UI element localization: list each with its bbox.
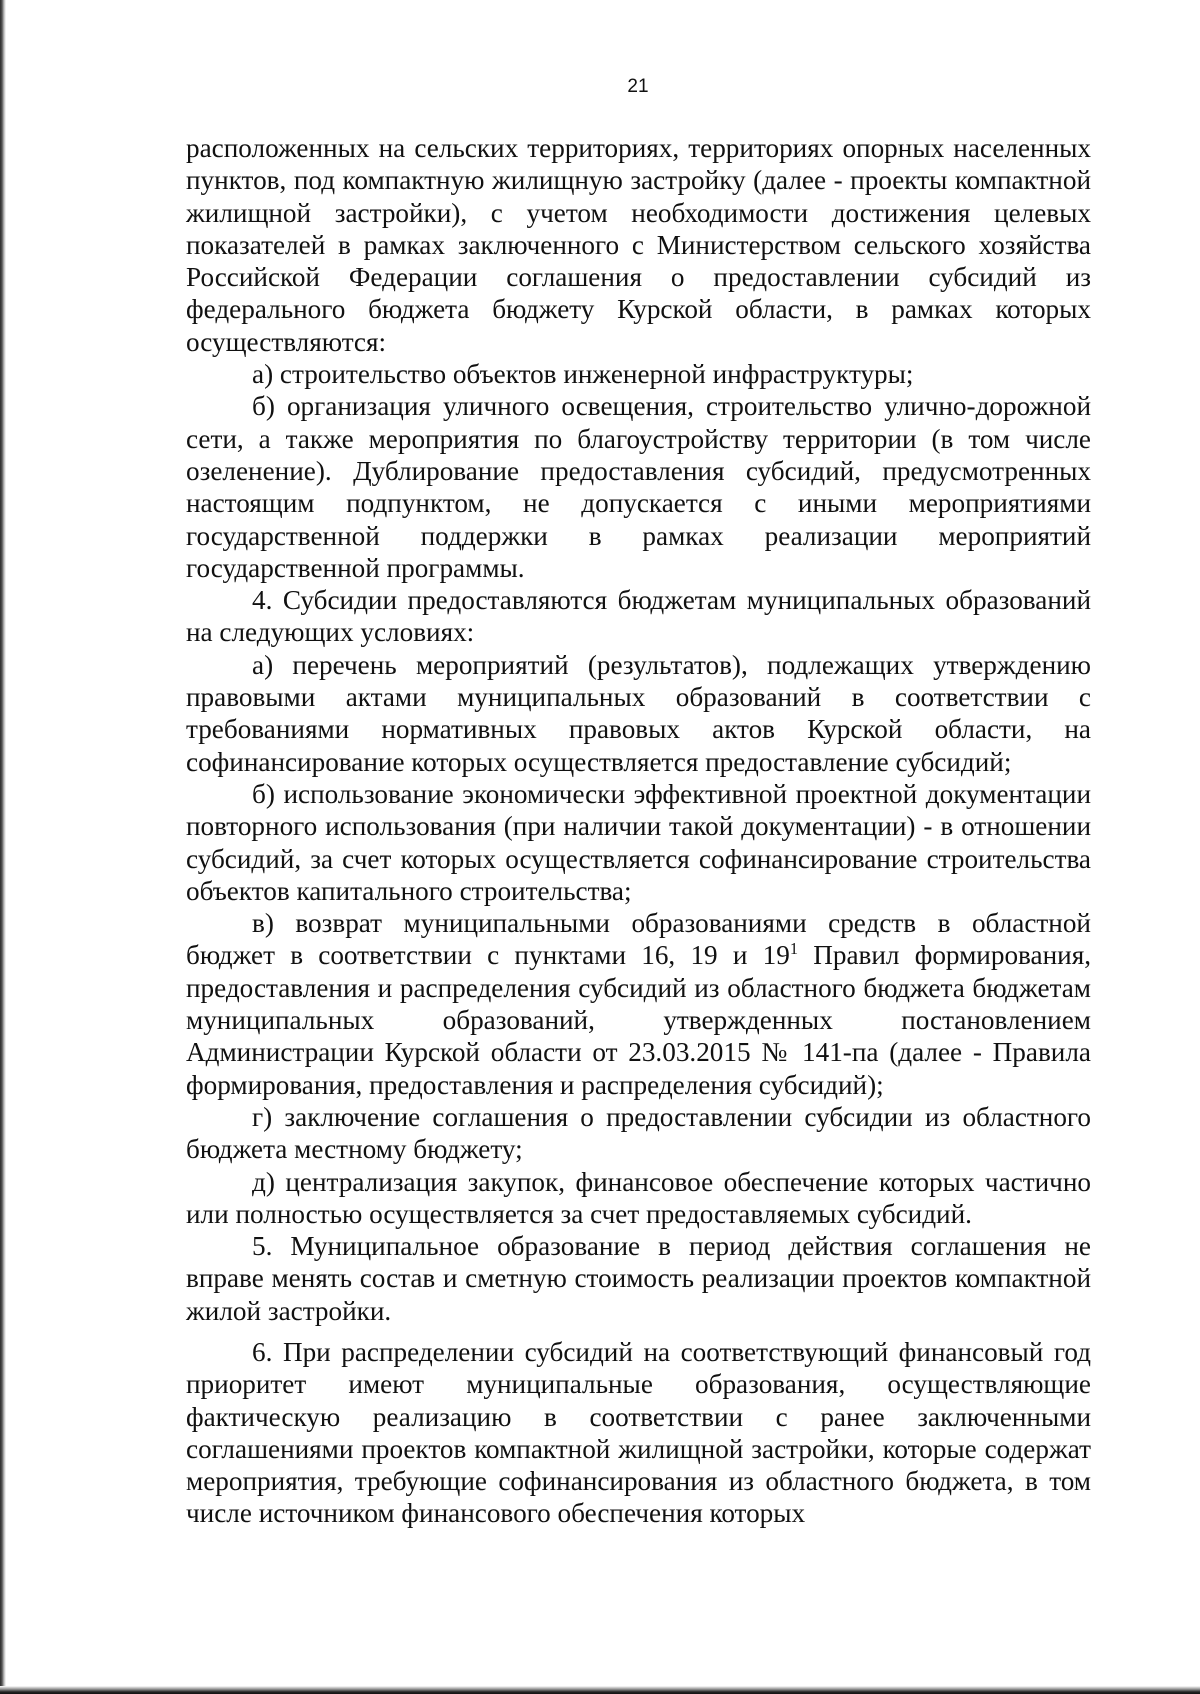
paragraph-intro-continuation: расположенных на сельских территориях, территориях опорных населенных пунктов, под компактную жилищную застройку (далее - проекты компактной жилищной застройки), с учетом необходимости достижения целевых показателей в рамках заключенного с Министерством сельского хозяйства Российской Федерации соглашения о предоставлении субсидий из федерального бюджета бюджету Курской области, в рамках которых осуществляются: (186, 133, 1091, 357)
scan-edge-bottom (0, 1686, 1200, 1694)
paragraph-item-4v (186, 907, 1091, 1101)
paragraph-clause-6: 6. При распределении субсидий на соответствующий финансовый год приоритет имеют муниципальные образования, осуществляющие фактическую реализацию в соответствии с ранее заключенными соглашениями проектов компактной жилищной застройки, которые содержат мероприятия, требующие софинансирования из областного бюджета, в том числе источником финансового обеспечения которых (186, 1336, 1091, 1529)
paragraph-item-4b: б) использование экономически эффективной проектной документации повторного использования (при наличии такой документации) - в отношении субсидий, за счет которых осуществляется софинансирование строительства объектов капитального строительства; (186, 778, 1091, 906)
paragraph-item-4v-text-before: в) возврат муниципальными образованиями средств в областной бюджет в соответствии с пунктами 16, 19 и 19 (186, 908, 1091, 971)
paragraph-item-4v-text-after: Правил формирования, предоставления и распределения субсидий из областного бюджета бюджетам муниципальных образований, утвержденных постановлением Администрации Курской области от 23.03.2015 № 141-па (далее - Правила формирования, предоставления и распределения субсидий); (186, 940, 1091, 1100)
paragraph-clause-5: 5. Муниципальное образование в период действия соглашения не вправе менять состав и сметную стоимость реализации проектов компактной жилой застройки. (186, 1231, 1091, 1326)
paragraph-clause-4: 4. Субсидии предоставляются бюджетам муниципальных образований на следующих условиях: (186, 585, 1091, 648)
scan-edge-left (0, 0, 6, 1694)
paragraph-item-4g: г) заключение соглашения о предоставлении субсидии из областного бюджета местному бюджету; (186, 1101, 1091, 1165)
document-body (186, 132, 1091, 1530)
paragraph-item-3a: а) строительство объектов инженерной инфраструктуры; (252, 359, 914, 390)
paragraph-item-3b: б) организация уличного освещения, строительство улично-дорожной сети, а также мероприятия по благоустройству территории (в том числе озеленение). Дублирование предоставления субсидий, предусмотренных настоящим подпунктом, не допускается с иными мероприятиями государственной поддержки в рамках реализации мероприятий государственной программы. (186, 391, 1091, 583)
superscript-marker: 1 (789, 939, 798, 959)
page-number: 21 (627, 76, 649, 97)
paragraph-item-4d: д) централизация закупок, финансовое обеспечение которых частично или полностью осуществляется за счет предоставляемых субсидий. (186, 1166, 1091, 1229)
paragraph-item-4a: а) перечень мероприятий (результатов), подлежащих утверждению правовыми актами муниципальных образований в соответствии с требованиями нормативных правовых актов Курской области, на софинансирование которых осуществляется предоставление субсидий; (186, 649, 1091, 777)
